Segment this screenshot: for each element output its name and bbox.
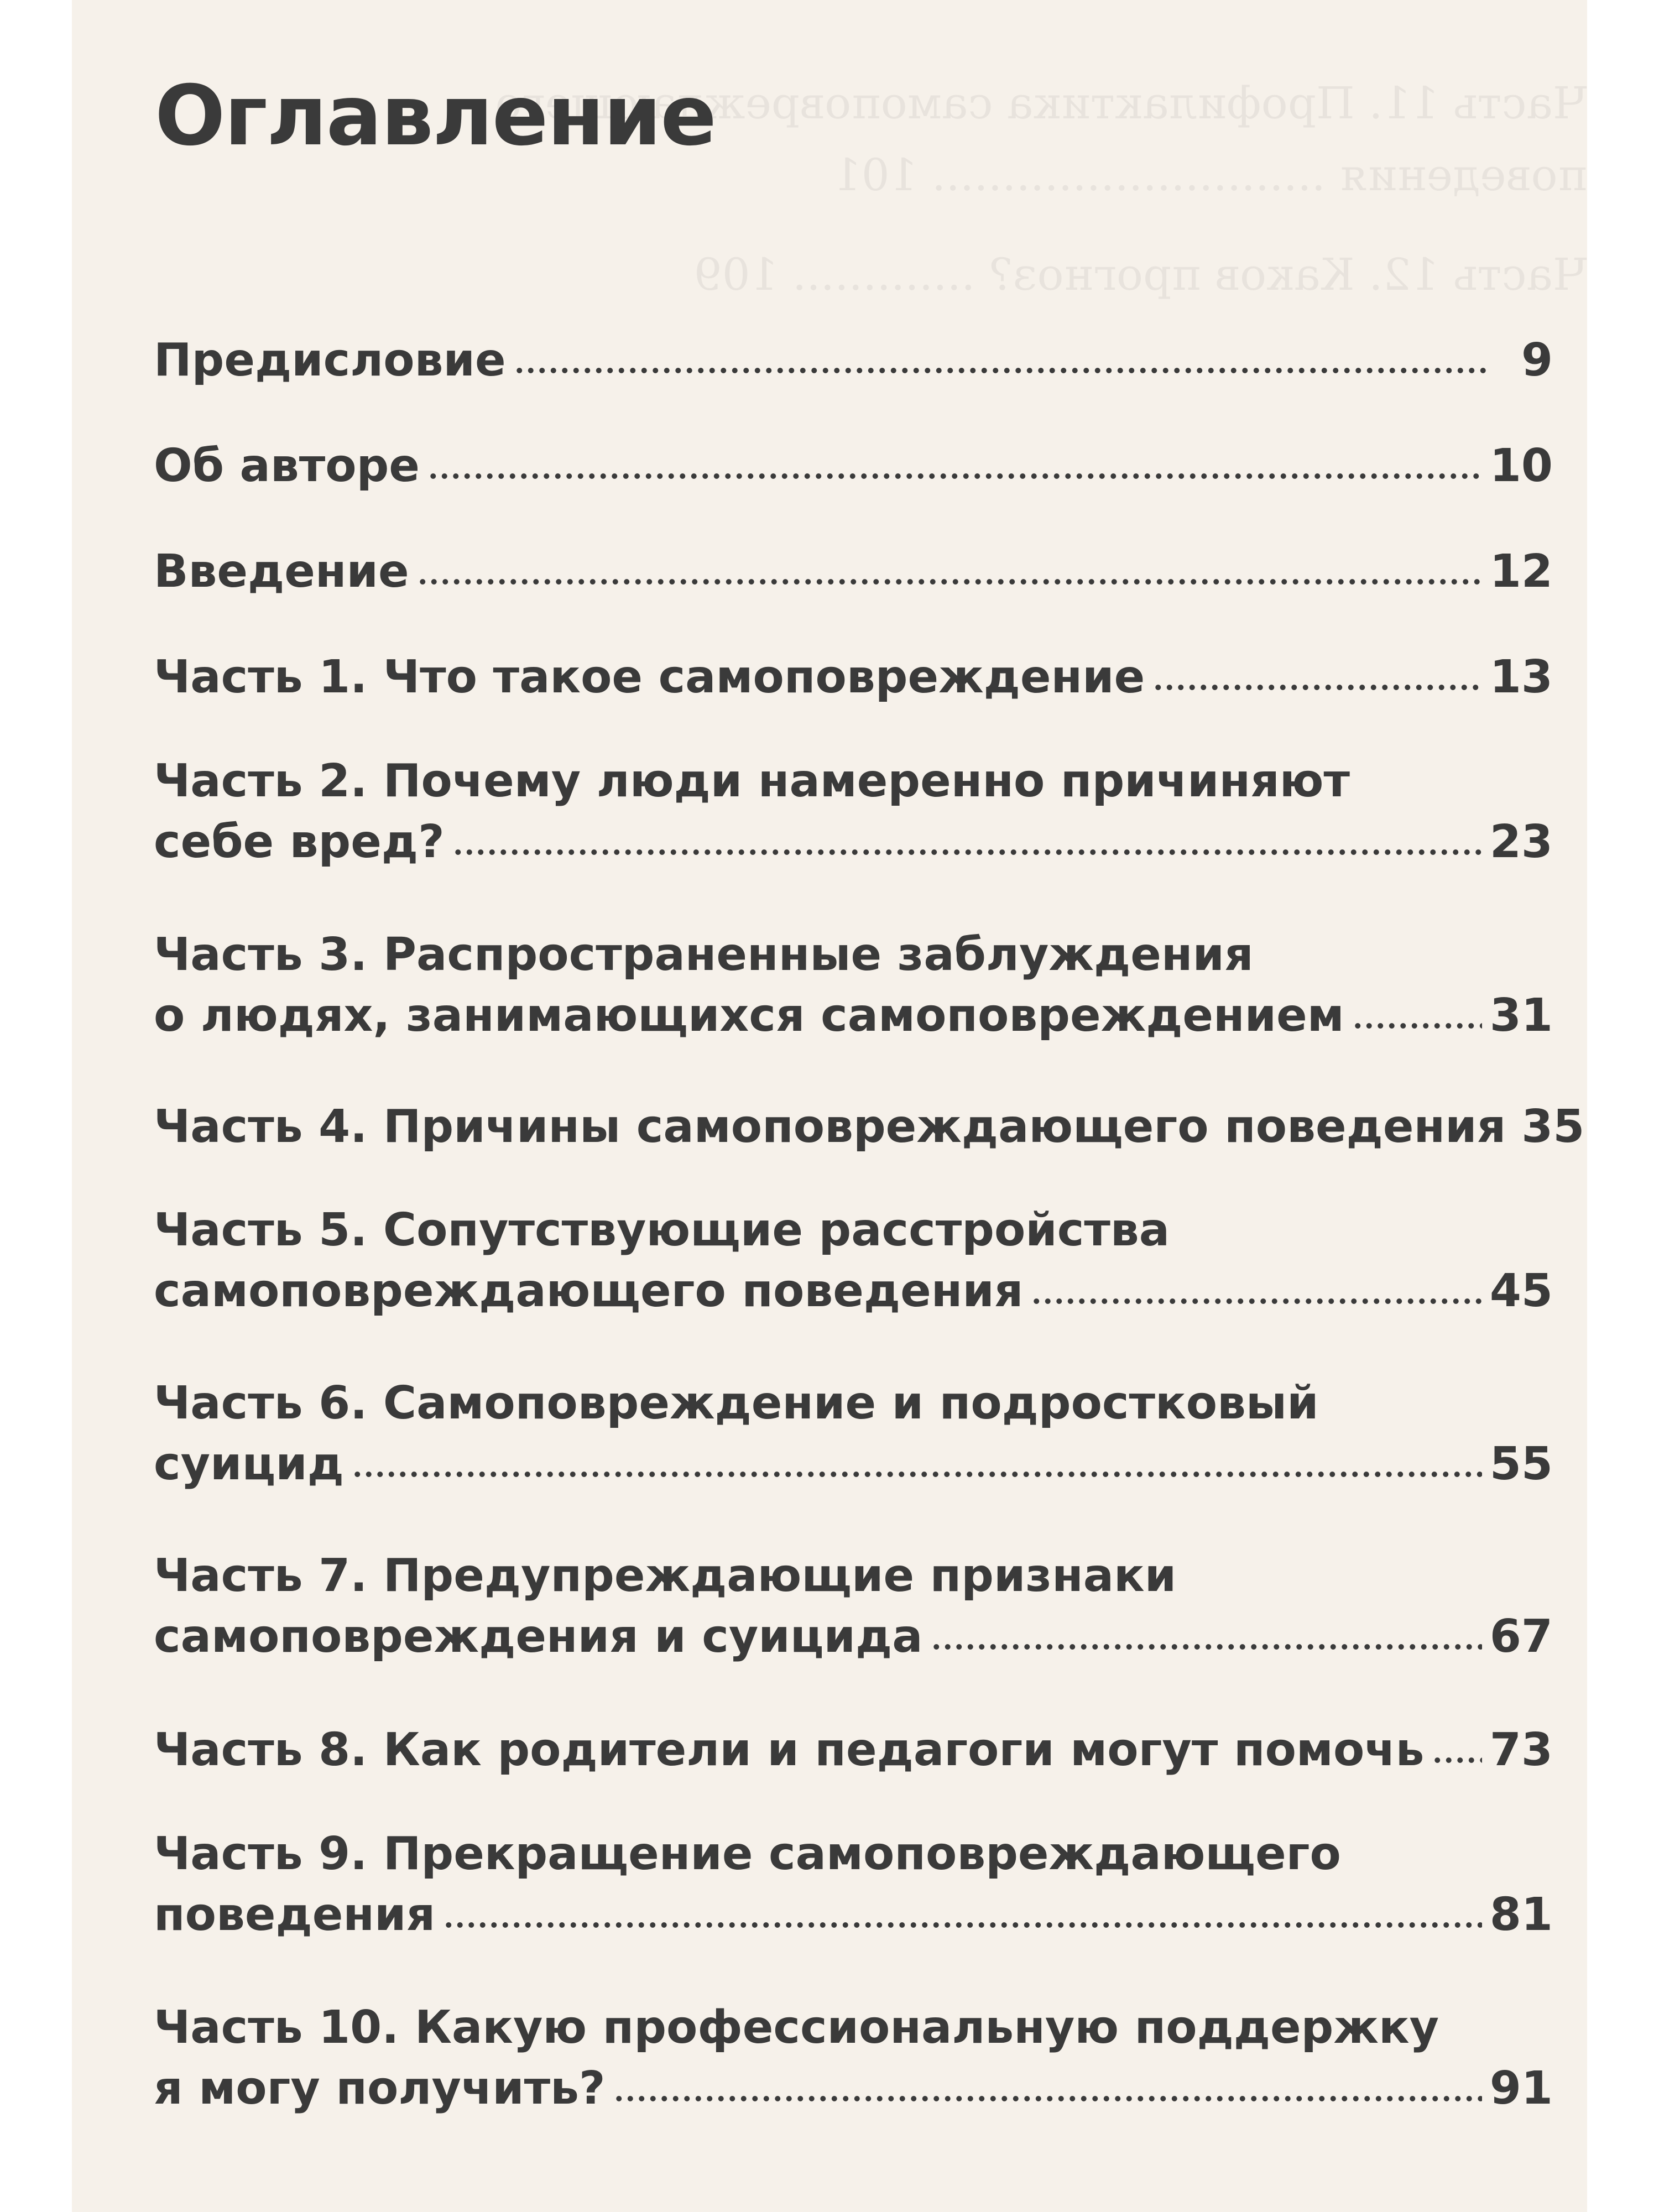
toc-entry-title: себе вред? xyxy=(154,816,445,868)
toc-entry-part-4[interactable] xyxy=(154,1097,1585,1157)
toc-entry-title: Предисловие xyxy=(154,334,506,387)
book-page xyxy=(72,0,1587,2212)
toc-entry-page: 67 xyxy=(1489,1610,1553,1663)
bleed-through-line: Часть 12. Каков прогноз? ............. 109 xyxy=(693,249,1587,300)
toc-entry-title-line: Часть 5. Сопутствующие расстройства xyxy=(154,1204,1170,1256)
bleed-through-line: поведения ............................ 101 xyxy=(833,149,1587,201)
toc-entry-title-line: Часть 7. Предупреждающие признаки xyxy=(154,1550,1177,1602)
dot-leader xyxy=(1352,988,1482,1031)
toc-entry-part-5[interactable] xyxy=(154,1200,1553,1322)
toc-entry-title: самоповреждения и суицида xyxy=(154,1610,923,1663)
toc-entry-about-author[interactable] xyxy=(154,436,1553,497)
toc-entry-title: Часть 4. Причины самоповреждающего поведения xyxy=(154,1100,1506,1153)
dot-leader xyxy=(1031,1263,1481,1306)
toc-entry-title-line: Часть 2. Почему люди намеренно причиняют xyxy=(154,755,1350,807)
dot-leader xyxy=(452,814,1482,857)
toc-entry-page: 73 xyxy=(1489,1724,1553,1776)
toc-entry-part-2[interactable] xyxy=(154,751,1553,873)
toc-entry-title-line: Часть 6. Самоповреждение и подростковый xyxy=(154,1377,1319,1430)
dot-leader xyxy=(417,544,1482,587)
toc-entry-title: поведения xyxy=(154,1888,436,1941)
toc-entry-page: 13 xyxy=(1489,651,1553,703)
toc-entry-part-3[interactable] xyxy=(154,925,1553,1046)
dot-leader xyxy=(427,438,1482,481)
toc-entry-part-1[interactable] xyxy=(154,647,1553,708)
toc-entry-title: Введение xyxy=(154,545,409,598)
dot-leader xyxy=(931,1609,1482,1652)
toc-entry-page: 9 xyxy=(1521,334,1553,387)
toc-entry-part-7[interactable] xyxy=(154,1546,1553,1667)
toc-entry-title: самоповреждающего поведения xyxy=(154,1265,1024,1317)
dot-leader xyxy=(613,2060,1482,2104)
dot-leader xyxy=(352,1436,1482,1479)
toc-entry-title: суицид xyxy=(154,1438,344,1490)
dot-leader xyxy=(1152,649,1482,692)
dot-leader xyxy=(443,1887,1482,1930)
toc-entry-title-line: Часть 3. Распространенные заблуждения xyxy=(154,928,1254,981)
toc-entry-title: Часть 8. Как родители и педагоги могут помочь xyxy=(154,1724,1425,1776)
dot-leader xyxy=(514,332,1490,375)
toc-entry-preface[interactable] xyxy=(154,330,1553,391)
toc-entry-part-10[interactable] xyxy=(154,1997,1553,2119)
toc-entry-page: 12 xyxy=(1489,545,1553,598)
toc-entry-page: 45 xyxy=(1489,1265,1553,1317)
toc-entry-part-8[interactable] xyxy=(154,1720,1553,1781)
toc-entry-title: о людях, занимающихся самоповреждением xyxy=(154,989,1344,1042)
toc-entry-part-9[interactable] xyxy=(154,1824,1553,1945)
toc-entry-title: Часть 1. Что такое самоповреждение xyxy=(154,651,1145,703)
toc-entry-title: Об авторе xyxy=(154,440,420,492)
toc-entry-page: 23 xyxy=(1489,816,1553,868)
toc-entry-page: 10 xyxy=(1489,440,1553,492)
page-title: Оглавление xyxy=(155,68,716,164)
toc-entry-part-6[interactable] xyxy=(154,1373,1553,1495)
dot-leader xyxy=(1432,1722,1481,1765)
toc-entry-introduction[interactable] xyxy=(154,541,1553,602)
toc-entry-title: я могу получить? xyxy=(154,2062,606,2115)
toc-entry-page: 35 xyxy=(1521,1100,1585,1153)
toc-entry-page: 55 xyxy=(1489,1438,1553,1490)
toc-entry-page: 31 xyxy=(1489,989,1553,1042)
toc-entry-page: 91 xyxy=(1489,2062,1553,2115)
toc-entry-page: 81 xyxy=(1489,1888,1553,1941)
toc-entry-title-line: Часть 10. Какую профессиональную поддержку xyxy=(154,2001,1439,2054)
bleed-through-line: Часть 11. Профилактика самоповреждающего xyxy=(495,77,1587,129)
toc-entry-title-line: Часть 9. Прекращение самоповреждающего xyxy=(154,1828,1341,1880)
